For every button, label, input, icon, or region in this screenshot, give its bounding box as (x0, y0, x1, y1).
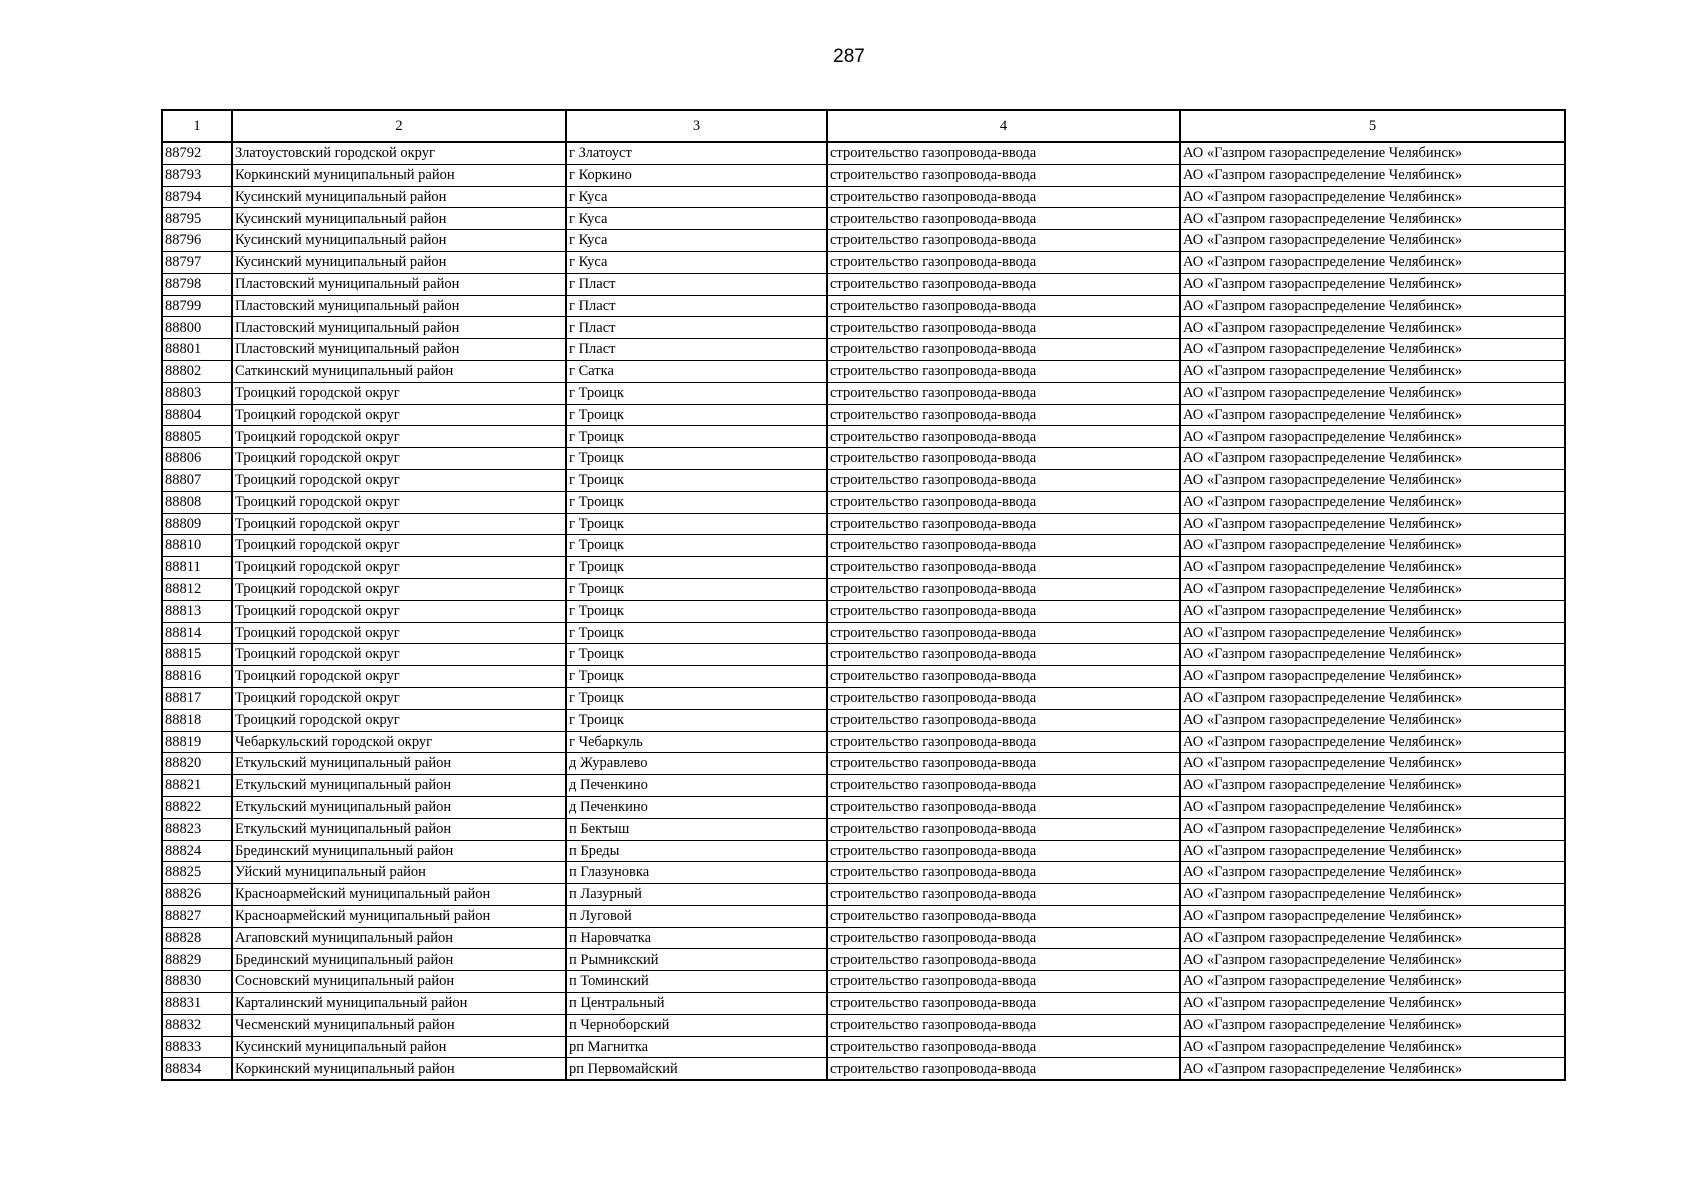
organization-cell: АО «Газпром газораспределение Челябинск» (1180, 360, 1565, 382)
district-cell: Златоустовский городской округ (232, 142, 566, 164)
row-number-cell: 88817 (162, 687, 232, 709)
table-row (162, 687, 1565, 709)
row-number-cell: 88829 (162, 949, 232, 971)
organization-cell: АО «Газпром газораспределение Челябинск» (1180, 905, 1565, 927)
table-row (162, 339, 1565, 361)
district-cell: Пластовский муниципальный район (232, 295, 566, 317)
row-number-cell: 88834 (162, 1058, 232, 1080)
table-row (162, 491, 1565, 513)
work-type-cell: строительство газопровода-ввода (827, 404, 1180, 426)
settlement-cell: г Троицк (566, 600, 827, 622)
organization-cell: АО «Газпром газораспределение Челябинск» (1180, 600, 1565, 622)
table-row (162, 884, 1565, 906)
table-row (162, 513, 1565, 535)
settlement-cell: рп Магнитка (566, 1036, 827, 1058)
work-type-cell: строительство газопровода-ввода (827, 426, 1180, 448)
organization-cell: АО «Газпром газораспределение Челябинск» (1180, 687, 1565, 709)
settlement-cell: г Чебаркуль (566, 731, 827, 753)
settlement-cell: г Троицк (566, 557, 827, 579)
table-row (162, 731, 1565, 753)
settlement-cell: п Бреды (566, 840, 827, 862)
work-type-cell: строительство газопровода-ввода (827, 884, 1180, 906)
table-row (162, 927, 1565, 949)
work-type-cell: строительство газопровода-ввода (827, 753, 1180, 775)
settlement-cell: п Лазурный (566, 884, 827, 906)
work-type-cell: строительство газопровода-ввода (827, 230, 1180, 252)
table-row (162, 164, 1565, 186)
organization-cell: АО «Газпром газораспределение Челябинск» (1180, 775, 1565, 797)
table-row (162, 295, 1565, 317)
settlement-cell: г Куса (566, 251, 827, 273)
work-type-cell: строительство газопровода-ввода (827, 578, 1180, 600)
work-type-cell: строительство газопровода-ввода (827, 382, 1180, 404)
row-number-cell: 88809 (162, 513, 232, 535)
district-cell: Уйский муниципальный район (232, 862, 566, 884)
settlement-cell: г Пласт (566, 273, 827, 295)
district-cell: Троицкий городской округ (232, 644, 566, 666)
organization-cell: АО «Газпром газораспределение Челябинск» (1180, 535, 1565, 557)
organization-cell: АО «Газпром газораспределение Челябинск» (1180, 186, 1565, 208)
settlement-cell: г Пласт (566, 339, 827, 361)
district-cell: Троицкий городской округ (232, 426, 566, 448)
organization-cell: АО «Газпром газораспределение Челябинск» (1180, 208, 1565, 230)
district-cell: Троицкий городской округ (232, 666, 566, 688)
row-number-cell: 88797 (162, 251, 232, 273)
row-number-cell: 88806 (162, 448, 232, 470)
organization-cell: АО «Газпром газораспределение Челябинск» (1180, 317, 1565, 339)
organization-cell: АО «Газпром газораспределение Челябинск» (1180, 142, 1565, 164)
work-type-cell: строительство газопровода-ввода (827, 251, 1180, 273)
settlement-cell: г Троицк (566, 535, 827, 557)
table-row (162, 317, 1565, 339)
organization-cell: АО «Газпром газораспределение Челябинск» (1180, 448, 1565, 470)
work-type-cell: строительство газопровода-ввода (827, 164, 1180, 186)
organization-cell: АО «Газпром газораспределение Челябинск» (1180, 840, 1565, 862)
settlement-cell: г Троицк (566, 404, 827, 426)
district-cell: Сосновский муниципальный район (232, 971, 566, 993)
organization-cell: АО «Газпром газораспределение Челябинск» (1180, 426, 1565, 448)
district-cell: Пластовский муниципальный район (232, 339, 566, 361)
table-row (162, 796, 1565, 818)
settlement-cell: п Центральный (566, 993, 827, 1015)
settlement-cell: г Троицк (566, 709, 827, 731)
district-cell: Кусинский муниципальный район (232, 251, 566, 273)
row-number-cell: 88811 (162, 557, 232, 579)
district-cell: Троицкий городской округ (232, 469, 566, 491)
row-number-cell: 88824 (162, 840, 232, 862)
table-row (162, 993, 1565, 1015)
organization-cell: АО «Газпром газораспределение Челябинск» (1180, 818, 1565, 840)
table-row (162, 404, 1565, 426)
table-row (162, 1036, 1565, 1058)
row-number-cell: 88825 (162, 862, 232, 884)
work-type-cell: строительство газопровода-ввода (827, 971, 1180, 993)
district-cell: Карталинский муниципальный район (232, 993, 566, 1015)
district-cell: Троицкий городской округ (232, 382, 566, 404)
district-cell: Пластовский муниципальный район (232, 273, 566, 295)
district-cell: Красноармейский муниципальный район (232, 884, 566, 906)
column-header-4: 4 (827, 110, 1180, 142)
table-row (162, 971, 1565, 993)
row-number-cell: 88816 (162, 666, 232, 688)
settlement-cell: г Троицк (566, 469, 827, 491)
row-number-cell: 88823 (162, 818, 232, 840)
row-number-cell: 88828 (162, 927, 232, 949)
organization-cell: АО «Газпром газораспределение Челябинск» (1180, 884, 1565, 906)
table-row (162, 360, 1565, 382)
settlement-cell: д Печенкино (566, 796, 827, 818)
data-table (161, 109, 1566, 1081)
organization-cell: АО «Газпром газораспределение Челябинск» (1180, 622, 1565, 644)
work-type-cell: строительство газопровода-ввода (827, 295, 1180, 317)
district-cell: Троицкий городской округ (232, 535, 566, 557)
table-row (162, 448, 1565, 470)
table-row (162, 469, 1565, 491)
district-cell: Брединский муниципальный район (232, 949, 566, 971)
organization-cell: АО «Газпром газораспределение Челябинск» (1180, 295, 1565, 317)
table-row (162, 1014, 1565, 1036)
settlement-cell: п Черноборский (566, 1014, 827, 1036)
row-number-cell: 88803 (162, 382, 232, 404)
table-row (162, 862, 1565, 884)
row-number-cell: 88830 (162, 971, 232, 993)
row-number-cell: 88807 (162, 469, 232, 491)
work-type-cell: строительство газопровода-ввода (827, 186, 1180, 208)
table-row (162, 273, 1565, 295)
organization-cell: АО «Газпром газораспределение Челябинск» (1180, 862, 1565, 884)
settlement-cell: г Сатка (566, 360, 827, 382)
row-number-cell: 88808 (162, 491, 232, 513)
organization-cell: АО «Газпром газораспределение Челябинск» (1180, 491, 1565, 513)
row-number-cell: 88794 (162, 186, 232, 208)
row-number-cell: 88833 (162, 1036, 232, 1058)
row-number-cell: 88793 (162, 164, 232, 186)
table-row (162, 840, 1565, 862)
organization-cell: АО «Газпром газораспределение Челябинск» (1180, 666, 1565, 688)
settlement-cell: п Глазуновка (566, 862, 827, 884)
table-row (162, 600, 1565, 622)
work-type-cell: строительство газопровода-ввода (827, 491, 1180, 513)
header-row (162, 110, 1565, 142)
work-type-cell: строительство газопровода-ввода (827, 557, 1180, 579)
row-number-cell: 88812 (162, 578, 232, 600)
district-cell: Кусинский муниципальный район (232, 208, 566, 230)
table-header (162, 110, 1565, 142)
table-row (162, 557, 1565, 579)
district-cell: Пластовский муниципальный район (232, 317, 566, 339)
work-type-cell: строительство газопровода-ввода (827, 622, 1180, 644)
settlement-cell: п Рымникский (566, 949, 827, 971)
work-type-cell: строительство газопровода-ввода (827, 448, 1180, 470)
settlement-cell: г Троицк (566, 426, 827, 448)
work-type-cell: строительство газопровода-ввода (827, 687, 1180, 709)
district-cell: Кусинский муниципальный район (232, 186, 566, 208)
row-number-cell: 88792 (162, 142, 232, 164)
organization-cell: АО «Газпром газораспределение Челябинск» (1180, 273, 1565, 295)
organization-cell: АО «Газпром газораспределение Челябинск» (1180, 230, 1565, 252)
row-number-cell: 88831 (162, 993, 232, 1015)
organization-cell: АО «Газпром газораспределение Челябинск» (1180, 949, 1565, 971)
table-row (162, 142, 1565, 164)
work-type-cell: строительство газопровода-ввода (827, 273, 1180, 295)
table-row (162, 775, 1565, 797)
district-cell: Еткульский муниципальный район (232, 818, 566, 840)
table-row (162, 905, 1565, 927)
organization-cell: АО «Газпром газораспределение Челябинск» (1180, 644, 1565, 666)
settlement-cell: г Троицк (566, 382, 827, 404)
district-cell: Еткульский муниципальный район (232, 775, 566, 797)
settlement-cell: п Луговой (566, 905, 827, 927)
district-cell: Троицкий городской округ (232, 491, 566, 513)
row-number-cell: 88810 (162, 535, 232, 557)
district-cell: Чебаркульский городской округ (232, 731, 566, 753)
work-type-cell: строительство газопровода-ввода (827, 317, 1180, 339)
row-number-cell: 88795 (162, 208, 232, 230)
row-number-cell: 88804 (162, 404, 232, 426)
settlement-cell: г Куса (566, 230, 827, 252)
work-type-cell: строительство газопровода-ввода (827, 644, 1180, 666)
district-cell: Красноармейский муниципальный район (232, 905, 566, 927)
district-cell: Троицкий городской округ (232, 557, 566, 579)
column-header-5: 5 (1180, 110, 1565, 142)
district-cell: Троицкий городской округ (232, 404, 566, 426)
district-cell: Чесменский муниципальный район (232, 1014, 566, 1036)
work-type-cell: строительство газопровода-ввода (827, 818, 1180, 840)
settlement-cell: п Томинский (566, 971, 827, 993)
row-number-cell: 88799 (162, 295, 232, 317)
row-number-cell: 88814 (162, 622, 232, 644)
organization-cell: АО «Газпром газораспределение Челябинск» (1180, 251, 1565, 273)
work-type-cell: строительство газопровода-ввода (827, 1036, 1180, 1058)
settlement-cell: г Троицк (566, 666, 827, 688)
work-type-cell: строительство газопровода-ввода (827, 840, 1180, 862)
table-row (162, 622, 1565, 644)
settlement-cell: г Троицк (566, 687, 827, 709)
page-number: 287 (833, 46, 865, 67)
table-row (162, 666, 1565, 688)
work-type-cell: строительство газопровода-ввода (827, 949, 1180, 971)
work-type-cell: строительство газопровода-ввода (827, 1058, 1180, 1080)
work-type-cell: строительство газопровода-ввода (827, 796, 1180, 818)
settlement-cell: г Пласт (566, 317, 827, 339)
organization-cell: АО «Газпром газораспределение Челябинск» (1180, 404, 1565, 426)
table-row (162, 208, 1565, 230)
work-type-cell: строительство газопровода-ввода (827, 600, 1180, 622)
organization-cell: АО «Газпром газораспределение Челябинск» (1180, 339, 1565, 361)
table-row (162, 251, 1565, 273)
district-cell: Агаповский муниципальный район (232, 927, 566, 949)
settlement-cell: п Наровчатка (566, 927, 827, 949)
organization-cell: АО «Газпром газораспределение Челябинск» (1180, 513, 1565, 535)
table-row (162, 644, 1565, 666)
settlement-cell: г Коркино (566, 164, 827, 186)
settlement-cell: г Троицк (566, 513, 827, 535)
table-row (162, 426, 1565, 448)
district-cell: Троицкий городской округ (232, 578, 566, 600)
row-number-cell: 88827 (162, 905, 232, 927)
work-type-cell: строительство газопровода-ввода (827, 666, 1180, 688)
table-row (162, 1058, 1565, 1080)
work-type-cell: строительство газопровода-ввода (827, 360, 1180, 382)
settlement-cell: г Златоуст (566, 142, 827, 164)
district-cell: Коркинский муниципальный район (232, 1058, 566, 1080)
settlement-cell: г Куса (566, 186, 827, 208)
row-number-cell: 88815 (162, 644, 232, 666)
district-cell: Еткульский муниципальный район (232, 753, 566, 775)
settlement-cell: п Бектыш (566, 818, 827, 840)
organization-cell: АО «Газпром газораспределение Челябинск» (1180, 927, 1565, 949)
settlement-cell: г Куса (566, 208, 827, 230)
settlement-cell: г Троицк (566, 622, 827, 644)
table-row (162, 709, 1565, 731)
row-number-cell: 88801 (162, 339, 232, 361)
table-row (162, 186, 1565, 208)
work-type-cell: строительство газопровода-ввода (827, 709, 1180, 731)
row-number-cell: 88832 (162, 1014, 232, 1036)
settlement-cell: д Печенкино (566, 775, 827, 797)
table-body (162, 142, 1565, 1080)
work-type-cell: строительство газопровода-ввода (827, 535, 1180, 557)
organization-cell: АО «Газпром газораспределение Челябинск» (1180, 796, 1565, 818)
row-number-cell: 88819 (162, 731, 232, 753)
table-row (162, 230, 1565, 252)
district-cell: Троицкий городской округ (232, 448, 566, 470)
table-row (162, 535, 1565, 557)
row-number-cell: 88800 (162, 317, 232, 339)
row-number-cell: 88798 (162, 273, 232, 295)
settlement-cell: г Троицк (566, 448, 827, 470)
district-cell: Троицкий городской округ (232, 600, 566, 622)
work-type-cell: строительство газопровода-ввода (827, 1014, 1180, 1036)
organization-cell: АО «Газпром газораспределение Челябинск» (1180, 753, 1565, 775)
district-cell: Еткульский муниципальный район (232, 796, 566, 818)
work-type-cell: строительство газопровода-ввода (827, 339, 1180, 361)
organization-cell: АО «Газпром газораспределение Челябинск» (1180, 971, 1565, 993)
settlement-cell: г Троицк (566, 578, 827, 600)
district-cell: Кусинский муниципальный район (232, 1036, 566, 1058)
row-number-cell: 88813 (162, 600, 232, 622)
district-cell: Саткинский муниципальный район (232, 360, 566, 382)
organization-cell: АО «Газпром газораспределение Челябинск» (1180, 164, 1565, 186)
row-number-cell: 88796 (162, 230, 232, 252)
row-number-cell: 88821 (162, 775, 232, 797)
table-row (162, 818, 1565, 840)
work-type-cell: строительство газопровода-ввода (827, 731, 1180, 753)
organization-cell: АО «Газпром газораспределение Челябинск» (1180, 557, 1565, 579)
table-row (162, 949, 1565, 971)
organization-cell: АО «Газпром газораспределение Челябинск» (1180, 709, 1565, 731)
work-type-cell: строительство газопровода-ввода (827, 142, 1180, 164)
work-type-cell: строительство газопровода-ввода (827, 775, 1180, 797)
work-type-cell: строительство газопровода-ввода (827, 513, 1180, 535)
organization-cell: АО «Газпром газораспределение Челябинск» (1180, 469, 1565, 491)
organization-cell: АО «Газпром газораспределение Челябинск» (1180, 1014, 1565, 1036)
work-type-cell: строительство газопровода-ввода (827, 927, 1180, 949)
row-number-cell: 88820 (162, 753, 232, 775)
organization-cell: АО «Газпром газораспределение Челябинск» (1180, 578, 1565, 600)
work-type-cell: строительство газопровода-ввода (827, 208, 1180, 230)
settlement-cell: г Троицк (566, 644, 827, 666)
organization-cell: АО «Газпром газораспределение Челябинск» (1180, 382, 1565, 404)
district-cell: Брединский муниципальный район (232, 840, 566, 862)
table-row (162, 382, 1565, 404)
work-type-cell: строительство газопровода-ввода (827, 905, 1180, 927)
table-row (162, 753, 1565, 775)
table-row (162, 578, 1565, 600)
row-number-cell: 88818 (162, 709, 232, 731)
row-number-cell: 88805 (162, 426, 232, 448)
organization-cell: АО «Газпром газораспределение Челябинск» (1180, 1036, 1565, 1058)
settlement-cell: д Журавлево (566, 753, 827, 775)
column-header-2: 2 (232, 110, 566, 142)
district-cell: Троицкий городской округ (232, 513, 566, 535)
settlement-cell: г Троицк (566, 491, 827, 513)
row-number-cell: 88822 (162, 796, 232, 818)
settlement-cell: г Пласт (566, 295, 827, 317)
organization-cell: АО «Газпром газораспределение Челябинск» (1180, 993, 1565, 1015)
column-header-1: 1 (162, 110, 232, 142)
district-cell: Кусинский муниципальный район (232, 230, 566, 252)
row-number-cell: 88802 (162, 360, 232, 382)
district-cell: Коркинский муниципальный район (232, 164, 566, 186)
settlement-cell: рп Первомайский (566, 1058, 827, 1080)
work-type-cell: строительство газопровода-ввода (827, 862, 1180, 884)
organization-cell: АО «Газпром газораспределение Челябинск» (1180, 1058, 1565, 1080)
district-cell: Троицкий городской округ (232, 687, 566, 709)
work-type-cell: строительство газопровода-ввода (827, 993, 1180, 1015)
district-cell: Троицкий городской округ (232, 622, 566, 644)
organization-cell: АО «Газпром газораспределение Челябинск» (1180, 731, 1565, 753)
column-header-3: 3 (566, 110, 827, 142)
work-type-cell: строительство газопровода-ввода (827, 469, 1180, 491)
district-cell: Троицкий городской округ (232, 709, 566, 731)
row-number-cell: 88826 (162, 884, 232, 906)
